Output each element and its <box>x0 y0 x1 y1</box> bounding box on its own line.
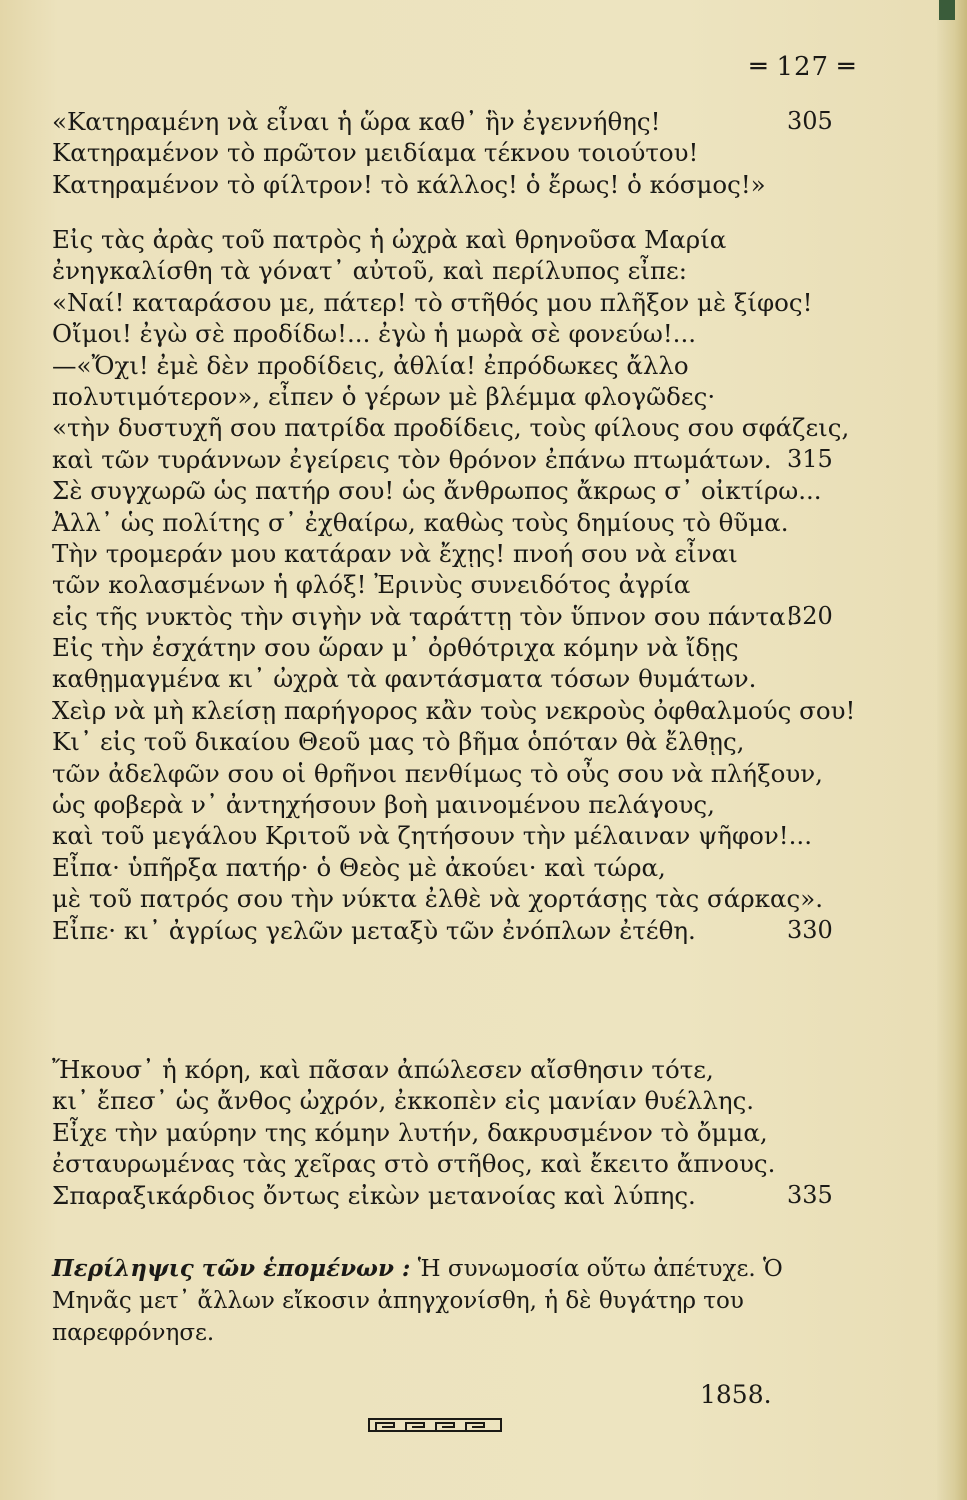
poem-line-text: Σὲ συγχωρῶ ὡς πατήρ σου! ὡς ἄνθρωπος ἄκρως σ᾽ οἰκτίρω... <box>52 476 822 506</box>
poem-line <box>52 601 833 632</box>
poem-line <box>52 1180 833 1211</box>
poem-line-text: Χεὶρ νὰ μὴ κλείσῃ παρήγορος κἂν τοὺς νεκροὺς ὀφθαλμούς σου! <box>52 695 856 725</box>
poem-line <box>52 758 822 789</box>
line-number: 315 <box>787 444 833 473</box>
poem-line-text: «Κατηραμένη νὰ εἶναι ἡ ὥρα καθ᾽ ἣν ἐγεννήθης! <box>52 107 661 136</box>
poem-line <box>52 137 822 168</box>
poem-line <box>52 915 833 946</box>
stanza-3 <box>52 1054 833 1211</box>
line-number: 335 <box>787 1180 833 1209</box>
poem-line <box>52 475 822 506</box>
poem-line-text: κι᾽ ἔπεσ᾽ ὡς ἄνθος ὠχρόν, ἐκκοπὲν εἰς μανίαν θυέλλης. <box>52 1086 755 1116</box>
poem-line <box>52 820 822 851</box>
poem-line <box>52 255 822 286</box>
poem-line-text: καὶ τοῦ μεγάλου Κριτοῦ νὰ ζητήσουν τὴν μέλαιναν ψῆφον!... <box>52 821 812 851</box>
poem-line <box>52 726 822 757</box>
poem-line-text: Ἤκουσ᾽ ἡ κόρη, καὶ πᾶσαν ἀπώλεσεν αἴσθησιν τότε, <box>52 1055 714 1084</box>
poem-line <box>52 287 822 318</box>
poem-line <box>52 538 822 569</box>
poem-line-text: Εἶχε τὴν μαύρην της κόμην λυτήν, δακρυσμένον τὸ ὄμμα, <box>52 1117 768 1147</box>
poem-line-text: Εἰς τὴν ἐσχάτην σου ὥραν μ᾽ ὀρθότριχα κόμην νὰ ἴδῃς <box>52 633 739 663</box>
poem-line <box>52 412 850 443</box>
poem-line <box>52 224 822 255</box>
line-number: 305 <box>787 107 833 135</box>
greek-key-ornament <box>368 1418 502 1432</box>
poem-line <box>52 883 822 914</box>
poem-line-text: Εἶπα· ὑπῆρξα πατήρ· ὁ Θεὸς μὲ ἀκούει· καὶ τώρα, <box>52 852 666 882</box>
poem-line-text: Ἀλλ᾽ ὡς πολίτης σ᾽ ἐχθαίρω, καθὼς τοὺς δημίους τὸ θῦμα. <box>52 507 789 537</box>
poem-line-text: —«Ὄχι! ἐμὲ δὲν προδίδεις, ἀθλία! ἐπρόδωκες ἄλλο <box>52 350 689 380</box>
line-number: 320 <box>787 601 833 630</box>
poem-line-text: Κι᾽ εἰς τοῦ δικαίου Θεοῦ μας τὸ βῆμα ὁπόταν θὰ ἔλθῃς, <box>52 727 745 757</box>
poem-line <box>52 381 822 412</box>
poem-line-text: Σπαραξικάρδιος ὄντως εἰκὼν μετανοίας καὶ λύπης. <box>52 1180 696 1210</box>
summary-text: Ἡ συνωμοσία οὕτω ἀπέτυχε. Ὁ Μηνᾶς μετ᾽ ἄλλων εἴκοσιν ἀπηγχονίσθη, ἡ δὲ θυγάτηρ του παρεφρόνησε. <box>52 1256 783 1346</box>
stanza-2 <box>52 224 856 946</box>
poem-line-text: Κατηραμένον τὸ φίλτρον! τὸ κάλλος! ὁ ἔρως! ὁ κόσμος!» <box>52 169 766 199</box>
poem-line-text: Οἴμοι! ἐγὼ σὲ προδίδω!... ἐγὼ ἡ μωρὰ σὲ φονεύω!... <box>52 319 697 349</box>
poem-line-text: εἰς τῆς νυκτὸς τὴν σιγὴν νὰ ταράττῃ τὸν ὕπνον σου πάντα! <box>52 601 796 631</box>
poem-line-text: Εἰς τὰς ἀρὰς τοῦ πατρὸς ἡ ὠχρὰ καὶ θρηνοῦσα Μαρία <box>52 225 727 254</box>
poem-line-text: Κατηραμένον τὸ πρῶτον μειδίαμα τέκνου τοιούτου! <box>52 138 699 168</box>
poem-line <box>52 350 822 381</box>
poem-line <box>52 318 822 349</box>
poem-line <box>52 106 833 137</box>
poem-line <box>52 632 822 663</box>
corner-tab <box>939 0 955 20</box>
poem-line-text: «Ναί! καταράσου με, πάτερ! τὸ στῆθός μου πλῆξον μὲ ξίφος! <box>52 287 813 317</box>
poem-line-text: ἐσταυρωμένας τὰς χεῖρας στὸ στῆθος, καὶ ἔκειτο ἄπνους. <box>52 1149 776 1179</box>
page-number-header: ═ 127 ═ <box>750 52 855 82</box>
poem-line <box>52 569 822 600</box>
poem-line <box>52 1054 822 1085</box>
poem-line <box>52 1085 822 1116</box>
poem-line-text: τῶν κολασμένων ἡ φλόξ! Ἐρινὺς συνειδότος ἀγρία <box>52 570 691 600</box>
poem-line-text: Τὴν τρομεράν μου κατάραν νὰ ἔχῃς! πνοή σου νὰ εἶναι <box>52 538 738 568</box>
summary-label: Περίληψις τῶν ἑπομένων : <box>52 1255 411 1282</box>
poem-line <box>52 507 822 538</box>
poem-line-text: ἐνηγκαλίσθη τὰ γόνατ᾽ αὐτοῦ, καὶ περίλυπος εἶπε: <box>52 256 688 286</box>
poem-line-text: τῶν ἀδελφῶν σου οἱ θρῆνοι πενθίμως τὸ οὖς σου νὰ πλήξουν, <box>52 758 823 788</box>
page-edge <box>937 0 967 1500</box>
poem-line <box>52 852 822 883</box>
poem-line <box>52 663 822 694</box>
poem-line-text: καθῃμαγμένα κι᾽ ὠχρὰ τὰ φαντάσματα τόσων θυμάτων. <box>52 664 757 694</box>
poem-line-text: Εἶπε· κι᾽ ἀγρίως γελῶν μεταξὺ τῶν ἐνόπλων ἐτέθη. <box>52 915 696 945</box>
year-signature: 1858. <box>700 1380 772 1409</box>
stanza-1 <box>52 106 833 200</box>
poem-line <box>52 695 856 726</box>
poem-line <box>52 789 822 820</box>
poem-line <box>52 169 822 200</box>
poem-line <box>52 1117 822 1148</box>
poem-line-text: «τὴν δυστυχῆ σου πατρίδα προδίδεις, τοὺς φίλους σου σφάζεις, <box>52 413 850 443</box>
poem-line-text: μὲ τοῦ πατρός σου τὴν νύκτα ἐλθὲ νὰ χορτάσῃς τὰς σάρκας». <box>52 884 823 914</box>
poem-line <box>52 1148 822 1179</box>
poem-line-text: καὶ τῶν τυράννων ἐγείρεις τὸν θρόνον ἐπάνω πτωμάτων. <box>52 444 772 474</box>
line-number: 330 <box>787 915 833 944</box>
summary-paragraph <box>52 1253 832 1349</box>
poem-line-text: ὡς φοβερὰ ν᾽ ἀντηχήσουν βοὴ μαινομένου πελάγους, <box>52 790 715 820</box>
poem-line-text: πολυτιμότερον», εἶπεν ὁ γέρων μὲ βλέμμα φλογῶδες· <box>52 381 716 411</box>
poem-line <box>52 444 833 475</box>
